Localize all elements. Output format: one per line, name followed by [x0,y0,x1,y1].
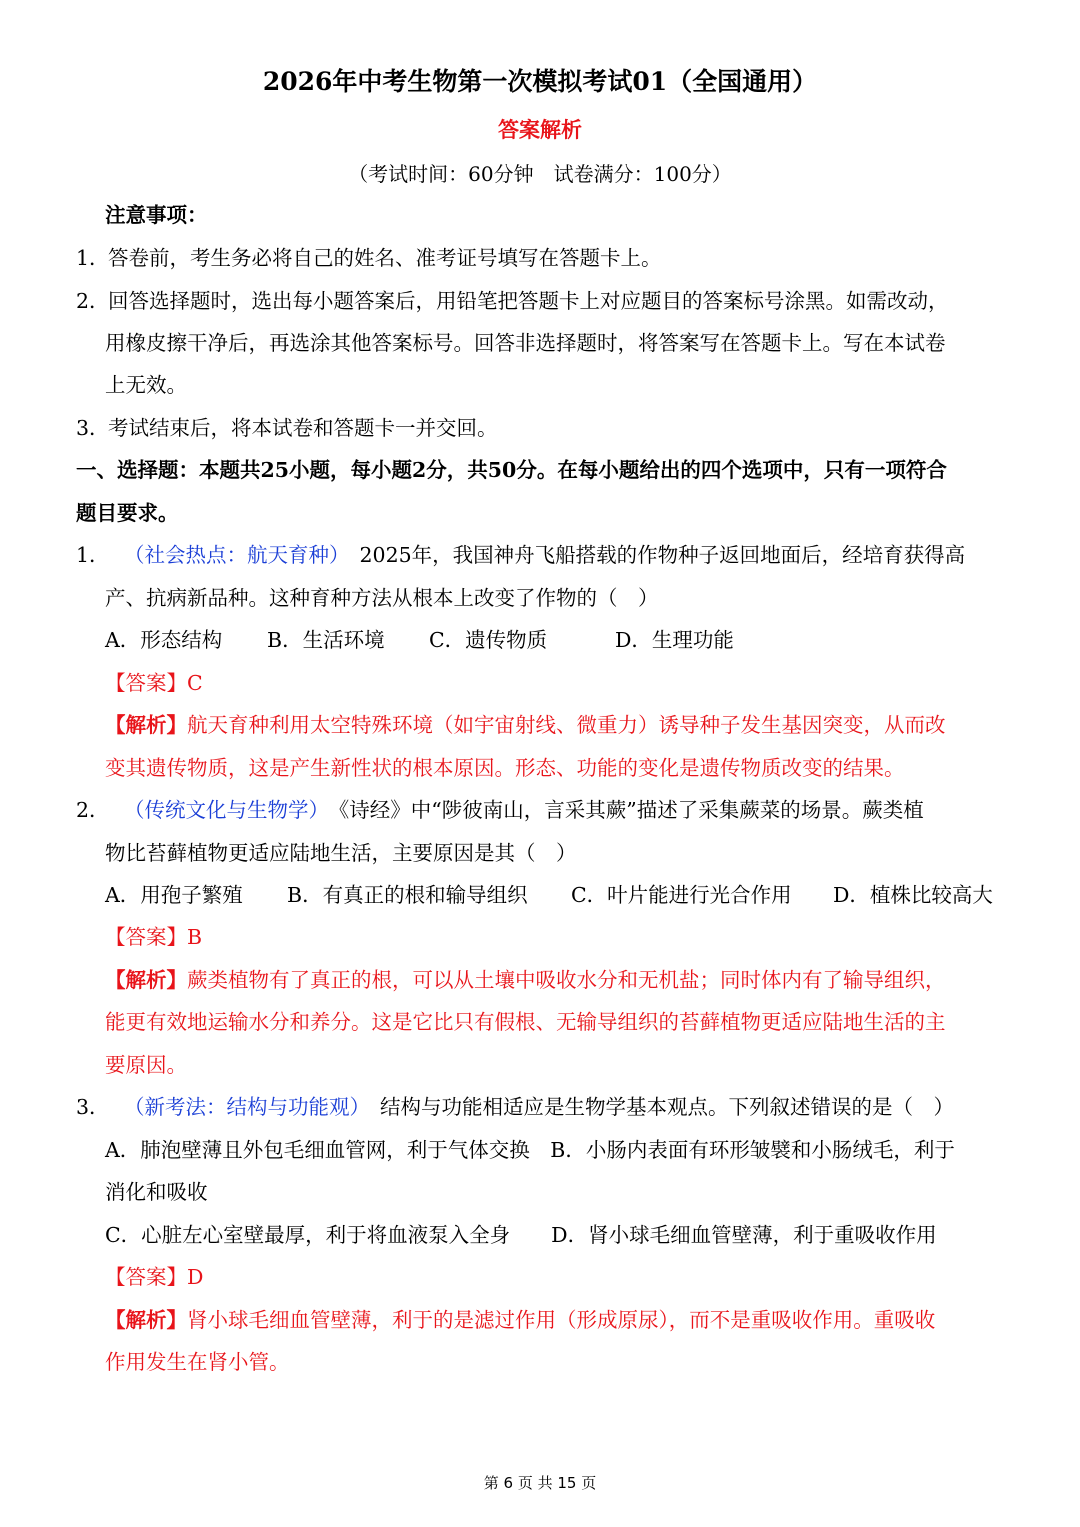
question-1-analysis-cont: 变其遗传物质，这是产生新性状的根本原因。形态、功能的变化是遗传物质改变的结果。 [105,756,905,780]
question-1-stem [76,540,965,570]
notice-item-number: 1． [76,246,110,270]
question-2-analysis-cont: 要原因。 [105,1053,187,1077]
option-a: A．用孢子繁殖 [105,883,243,907]
question-3-options-line-2: 消化和吸收 [105,1180,208,1204]
question-2-stem [76,795,924,825]
question-tag: （传统文化与生物学） [124,798,329,822]
question-number: 3． [76,1095,110,1119]
notice-item-number: 2． [76,289,110,313]
notice-item-1 [76,243,662,273]
option-b: B．生活环境 [267,628,385,652]
analysis-text: 蕨类植物有了真正的根，可以从土壤中吸收水分和无机盐；同时体内有了输导组织， [187,968,946,992]
question-number: 1． [76,543,110,567]
question-3-analysis [105,1305,935,1335]
option-d: D．植株比较高大 [833,883,993,907]
notice-item-number: 3． [76,416,110,440]
question-2-options [105,880,993,910]
question-tag: （新考法：结构与功能观） [124,1095,370,1119]
option-c: C．叶片能进行光合作用 [571,883,792,907]
notice-heading: 注意事项： [105,203,208,227]
question-1-answer [105,668,203,698]
analysis-text: 航天育种利用太空特殊环境（如宇宙射线、微重力）诱导种子发生基因突变，从而改 [187,713,946,737]
question-tag: （社会热点：航天育种） [124,543,350,567]
page-subtitle: 答案解析 [498,117,582,142]
question-stem-text: 结构与功能相适应是生物学基本观点。下列叙述错误的是（ ） [380,1095,954,1119]
section-heading-cont: 题目要求。 [76,501,179,525]
question-1-stem-cont: 产、抗病新品种。这种育种方法从根本上改变了作物的（ ） [105,586,659,610]
option-a: A．形态结构 [105,628,223,652]
question-2-stem-cont: 物比苔藓植物更适应陆地生活，主要原因是其（ ） [105,841,577,865]
exam-info: （考试时间：60分钟 试卷满分：100分） [348,162,732,186]
answer-tag: 【答案】 [105,671,187,695]
analysis-tag: 【解析】 [105,1308,187,1332]
option-b: B．有真正的根和输导组织 [287,883,528,907]
question-2-answer [105,922,202,952]
analysis-tag: 【解析】 [105,713,187,737]
notice-item-3 [76,413,498,443]
question-3-analysis-cont: 作用发生在肾小管。 [105,1350,290,1374]
notice-item-text: 回答选择题时，选出每小题答案后，用铅笔把答题卡上对应题目的答案标号涂黑。如需改动， [108,289,949,313]
question-stem-text: 2025年，我国神舟飞船搭载的作物种子返回地面后，经培育获得高 [359,543,966,567]
option-d: D．生理功能 [615,628,734,652]
page-number: 第 6 页 共 15 页 [483,1474,597,1492]
answer-value: D [187,1265,204,1289]
answer-tag: 【答案】 [105,925,187,949]
answer-tag: 【答案】 [105,1265,187,1289]
notice-item-text: 考试结束后，将本试卷和答题卡一并交回。 [108,416,498,440]
notice-item-2-cont: 用橡皮擦干净后，再选涂其他答案标号。回答非选择题时，将答案写在答题卡上。写在本试卷 [105,331,946,355]
notice-item-2-cont: 上无效。 [105,373,187,397]
question-2-analysis [105,965,946,995]
section-heading: 一、选择题：本题共25小题，每小题2分，共50分。在每小题给出的四个选项中，只有一项符合 [76,458,947,482]
option-c: C．遗传物质 [429,628,548,652]
notice-item-text: 答卷前，考生务必将自己的姓名、准考证号填写在答题卡上。 [108,246,662,270]
answer-value: B [187,925,203,949]
notice-item-2 [76,286,949,316]
page-title: 2026年中考生物第一次模拟考试01（全国通用） [262,67,818,96]
question-stem-text: 《诗经》中“陟彼南山，言采其蕨”描述了采集蕨菜的场景。蕨类植 [339,798,924,822]
analysis-tag: 【解析】 [105,968,187,992]
answer-value: C [187,671,203,695]
question-3-options-line-1: A．肺泡壁薄且外包毛细血管网，利于气体交换 B．小肠内表面有环形皱襞和小肠绒毛，利于 [105,1138,955,1162]
question-1-options [105,625,734,655]
question-2-analysis-cont: 能更有效地运输水分和养分。这是它比只有假根、无输导组织的苔藓植物更适应陆地生活的主 [105,1010,946,1034]
analysis-text: 肾小球毛细血管壁薄，利于的是滤过作用（形成原尿），而不是重吸收作用。重吸收 [187,1308,936,1332]
question-3-stem [76,1092,954,1122]
question-3-answer [105,1262,203,1292]
question-number: 2． [76,798,110,822]
question-3-options-line-3: C．心脏左心室壁最厚，利于将血液泵入全身 D．肾小球毛细血管壁薄，利于重吸收作用 [105,1223,937,1247]
question-1-analysis [105,710,946,740]
